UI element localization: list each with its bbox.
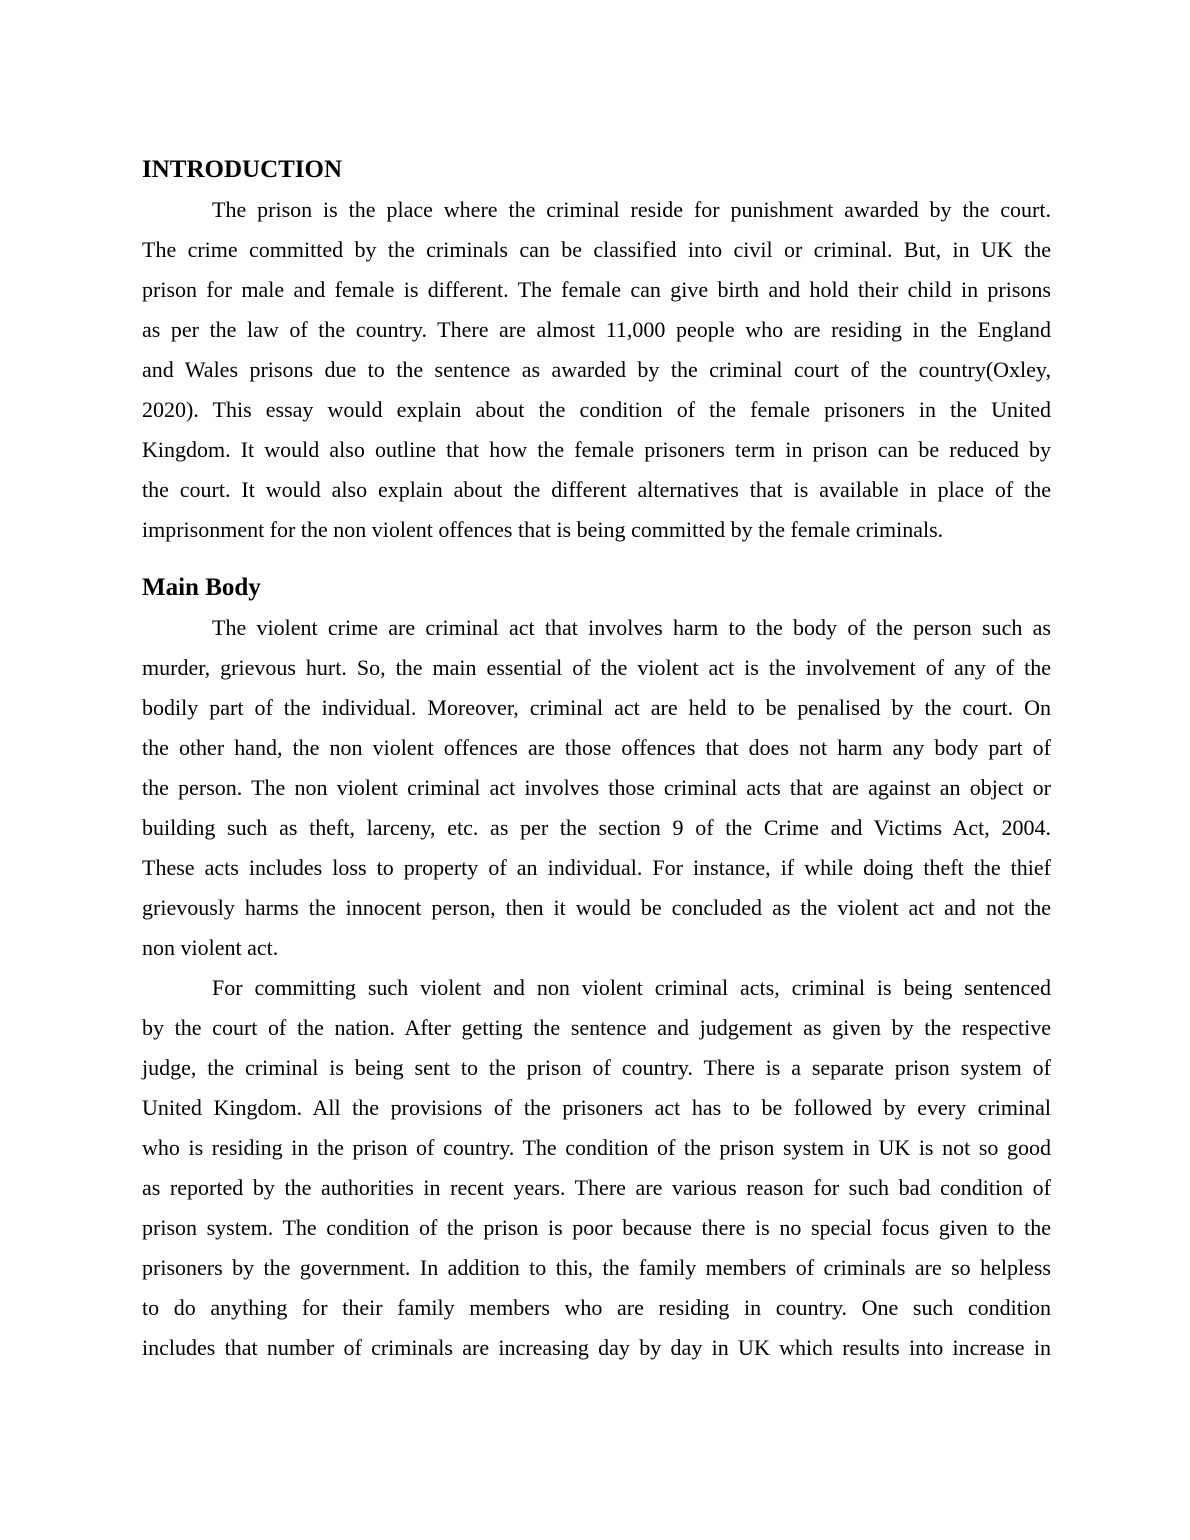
paragraph-line: building such as theft, larceny, etc. as per the section 9 of the Crime and Victims Act, 2004. bbox=[142, 815, 1051, 840]
paragraph-line: United Kingdom. All the provisions of the prisoners act has to be followed by every criminal bbox=[142, 1095, 1051, 1120]
paragraph-line: Kingdom. It would also outline that how the female prisoners term in prison can be reduced by bbox=[142, 437, 1051, 462]
section-heading-main-body: Main Body bbox=[142, 574, 261, 601]
paragraph-line: by the court of the nation. After getting the sentence and judgement as given by the respective bbox=[142, 1015, 1051, 1040]
paragraph-line: The crime committed by the criminals can be classified into civil or criminal. But, in UK the bbox=[142, 237, 1051, 262]
paragraph-line: prison system. The condition of the prison is poor because there is no special focus given to the bbox=[142, 1215, 1051, 1240]
paragraph-line: the court. It would also explain about the different alternatives that is available in place of the bbox=[142, 477, 1051, 502]
paragraph-line: The violent crime are criminal act that involves harm to the body of the person such as bbox=[212, 615, 1051, 640]
paragraph-line: These acts includes loss to property of an individual. For instance, if while doing theft the thief bbox=[142, 855, 1051, 880]
main-body-paragraph-2 bbox=[142, 968, 1051, 1368]
paragraph-line: 2020). This essay would explain about the condition of the female prisoners in the United bbox=[142, 397, 1051, 422]
paragraph-line: to do anything for their family members who are residing in country. One such condition bbox=[142, 1295, 1051, 1320]
paragraph-line: bodily part of the individual. Moreover, criminal act are held to be penalised by the court. On bbox=[142, 695, 1051, 720]
paragraph-line: grievously harms the innocent person, then it would be concluded as the violent act and not the bbox=[142, 895, 1051, 920]
section-heading-introduction: INTRODUCTION bbox=[142, 156, 343, 183]
paragraph-line: who is residing in the prison of country. The condition of the prison system in UK is not so good bbox=[142, 1135, 1051, 1160]
main-body-paragraph-1 bbox=[142, 608, 1051, 968]
paragraph-line: non violent act. bbox=[142, 935, 279, 960]
intro-paragraph bbox=[142, 190, 1051, 550]
paragraph-line: judge, the criminal is being sent to the prison of country. There is a separate prison system of bbox=[142, 1055, 1051, 1080]
paragraph-line: as reported by the authorities in recent years. There are various reason for such bad condition of bbox=[142, 1175, 1051, 1200]
paragraph-line: The prison is the place where the criminal reside for punishment awarded by the court. bbox=[212, 197, 1051, 222]
paragraph-line: prison for male and female is different. The female can give birth and hold their child in prisons bbox=[142, 277, 1051, 302]
paragraph-line: For committing such violent and non violent criminal acts, criminal is being sentenced bbox=[212, 975, 1051, 1000]
paragraph-line: the person. The non violent criminal act involves those criminal acts that are against an object or bbox=[142, 775, 1051, 800]
paragraph-line: and Wales prisons due to the sentence as awarded by the criminal court of the country(Oxley, bbox=[142, 357, 1051, 382]
paragraph-line: includes that number of criminals are increasing day by day in UK which results into increase in bbox=[142, 1335, 1051, 1360]
paragraph-line: prisoners by the government. In addition to this, the family members of criminals are so helpless bbox=[142, 1255, 1051, 1280]
paragraph-line: as per the law of the country. There are almost 11,000 people who are residing in the England bbox=[142, 317, 1051, 342]
paragraph-line: imprisonment for the non violent offences that is being committed by the female criminals. bbox=[142, 517, 944, 542]
paragraph-line: the other hand, the non violent offences are those offences that does not harm any body part of bbox=[142, 735, 1051, 760]
paragraph-line: murder, grievous hurt. So, the main essential of the violent act is the involvement of any of the bbox=[142, 655, 1051, 680]
